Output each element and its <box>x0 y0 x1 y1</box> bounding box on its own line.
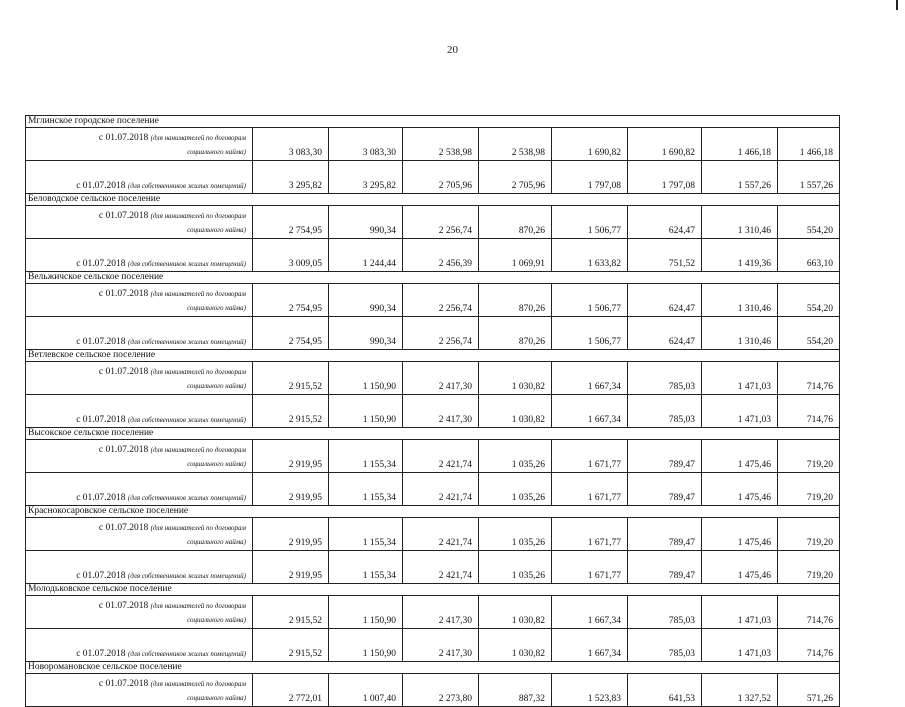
tariff-value: 554,20 <box>778 206 840 239</box>
tariff-row <box>26 239 840 272</box>
tariff-value: 1 475,46 <box>702 473 778 506</box>
consumer-note-continued: социального найма) <box>187 304 246 312</box>
label-line-1 <box>28 367 246 378</box>
label-line-1 <box>28 601 246 612</box>
settlement-row <box>26 116 840 128</box>
label-line-2 <box>28 693 246 704</box>
tariff-value: 1 310,46 <box>702 317 778 350</box>
effective-date: с 01.07.2018 <box>76 337 126 347</box>
tariff-value: 714,76 <box>778 395 840 428</box>
tariff-value: 624,47 <box>628 206 702 239</box>
tariff-value: 2 256,74 <box>403 284 479 317</box>
tariff-row <box>26 440 840 473</box>
tariff-value: 789,47 <box>628 518 702 551</box>
tariff-value: 2 421,74 <box>403 440 479 473</box>
tariff-value: 2 417,30 <box>403 395 479 428</box>
tariff-value: 2 421,74 <box>403 473 479 506</box>
tariff-table <box>25 115 840 707</box>
effective-date: с 01.07.2018 <box>76 181 126 191</box>
consumer-note: (для нанимателей по договорам <box>150 368 246 376</box>
tariff-label <box>26 551 253 584</box>
settlement-row <box>26 506 840 518</box>
tariff-label <box>26 473 253 506</box>
consumer-note: (для собственников жилых помещений) <box>127 650 246 658</box>
tariff-value: 2 915,52 <box>253 395 329 428</box>
settlement-row <box>26 350 840 362</box>
settlement-name: Краснокосаровское сельское поселение <box>26 506 840 518</box>
tariff-value: 1 035,26 <box>479 518 552 551</box>
tariff-value: 870,26 <box>479 317 552 350</box>
effective-date: с 01.07.2018 <box>98 367 149 377</box>
tariff-value: 714,76 <box>778 629 840 662</box>
tariff-value: 1 150,90 <box>329 596 403 629</box>
tariff-value: 990,34 <box>329 317 403 350</box>
consumer-note: (для собственников жилых помещений) <box>127 572 246 580</box>
tariff-value: 1 069,91 <box>479 239 552 272</box>
tariff-row <box>26 317 840 350</box>
settlement-name: Новоромановское сельское поселение <box>26 662 840 674</box>
tariff-row <box>26 362 840 395</box>
tariff-value: 990,34 <box>329 284 403 317</box>
label-line-1 <box>28 133 246 144</box>
tariff-row <box>26 206 840 239</box>
effective-date: с 01.07.2018 <box>76 493 126 503</box>
tariff-value: 2 273,80 <box>403 674 479 707</box>
tariff-value: 1 667,34 <box>552 395 628 428</box>
consumer-note-continued: социального найма) <box>187 148 246 156</box>
tariff-value: 1 471,03 <box>702 395 778 428</box>
consumer-note: (для нанимателей по договорам <box>150 446 246 454</box>
tariff-label <box>26 206 253 239</box>
consumer-note: (для нанимателей по договорам <box>150 680 246 688</box>
tariff-value: 2 421,74 <box>403 551 479 584</box>
tariff-value: 1 475,46 <box>702 551 778 584</box>
tariff-row <box>26 128 840 161</box>
effective-date: с 01.07.2018 <box>98 679 149 689</box>
tariff-value: 714,76 <box>778 596 840 629</box>
effective-date: с 01.07.2018 <box>76 259 126 269</box>
settlement-name: Высокское сельское поселение <box>26 428 840 440</box>
effective-date: с 01.07.2018 <box>76 571 126 581</box>
tariff-row <box>26 395 840 428</box>
tariff-value: 1 471,03 <box>702 629 778 662</box>
tariff-value: 870,26 <box>479 206 552 239</box>
tariff-label <box>26 128 253 161</box>
tariff-value: 2 754,95 <box>253 284 329 317</box>
tariff-value: 571,26 <box>778 674 840 707</box>
tariff-value: 1 671,77 <box>552 518 628 551</box>
tariff-value: 785,03 <box>628 362 702 395</box>
tariff-value: 1 475,46 <box>702 440 778 473</box>
tariff-value: 1 310,46 <box>702 284 778 317</box>
tariff-value: 1 035,26 <box>479 473 552 506</box>
tariff-label <box>26 596 253 629</box>
tariff-value: 624,47 <box>628 284 702 317</box>
tariff-value: 1 244,44 <box>329 239 403 272</box>
consumer-note-continued: социального найма) <box>187 616 246 624</box>
tariff-value: 2 417,30 <box>403 596 479 629</box>
tariff-value: 2 538,98 <box>403 128 479 161</box>
label-line-1 <box>28 679 246 690</box>
tariff-value: 1 030,82 <box>479 596 552 629</box>
tariff-value: 1 155,34 <box>329 518 403 551</box>
consumer-note: (для нанимателей по договорам <box>150 212 246 220</box>
settlement-row <box>26 662 840 674</box>
settlement-row <box>26 272 840 284</box>
consumer-note-continued: социального найма) <box>187 460 246 468</box>
tariff-value: 554,20 <box>778 317 840 350</box>
effective-date: с 01.07.2018 <box>98 211 149 221</box>
settlement-name: Вельжичское сельское поселение <box>26 272 840 284</box>
tariff-value: 2 538,98 <box>479 128 552 161</box>
tariff-value: 2 417,30 <box>403 629 479 662</box>
effective-date: с 01.07.2018 <box>98 601 149 611</box>
tariff-value: 785,03 <box>628 629 702 662</box>
settlement-name: Мглинское городское поселение <box>26 116 840 128</box>
tariff-label <box>26 239 253 272</box>
tariff-label <box>26 395 253 428</box>
tariff-value: 1 471,03 <box>702 596 778 629</box>
label-line-2 <box>28 381 246 392</box>
effective-date: с 01.07.2018 <box>98 289 149 299</box>
tariff-value: 1 667,34 <box>552 629 628 662</box>
tariff-value: 3 083,30 <box>253 128 329 161</box>
tariff-value: 641,53 <box>628 674 702 707</box>
consumer-note: (для собственников жилых помещений) <box>127 416 246 424</box>
consumer-note: (для нанимателей по договорам <box>150 524 246 532</box>
tariff-value: 789,47 <box>628 440 702 473</box>
tariff-value: 719,20 <box>778 440 840 473</box>
settlement-row <box>26 584 840 596</box>
scan-edge-mark <box>896 0 898 10</box>
tariff-value: 3 083,30 <box>329 128 403 161</box>
tariff-label <box>26 629 253 662</box>
tariff-value: 2 705,96 <box>403 161 479 194</box>
tariff-value: 1 797,08 <box>628 161 702 194</box>
tariff-value: 1 506,77 <box>552 317 628 350</box>
tariff-value: 1 030,82 <box>479 395 552 428</box>
tariff-label <box>26 674 253 707</box>
tariff-value: 554,20 <box>778 284 840 317</box>
tariff-value: 719,20 <box>778 518 840 551</box>
tariff-value: 663,10 <box>778 239 840 272</box>
tariff-value: 3 295,82 <box>329 161 403 194</box>
tariff-value: 1 797,08 <box>552 161 628 194</box>
tariff-value: 1 633,82 <box>552 239 628 272</box>
tariff-label <box>26 440 253 473</box>
effective-date: с 01.07.2018 <box>76 415 126 425</box>
effective-date: с 01.07.2018 <box>98 523 149 533</box>
consumer-note: (для собственников жилых помещений) <box>127 494 246 502</box>
consumer-note: (для нанимателей по договорам <box>150 290 246 298</box>
tariff-row <box>26 284 840 317</box>
tariff-value: 785,03 <box>628 596 702 629</box>
tariff-value: 1 150,90 <box>329 395 403 428</box>
tariff-row <box>26 518 840 551</box>
consumer-note-continued: социального найма) <box>187 382 246 390</box>
tariff-value: 1 155,34 <box>329 473 403 506</box>
tariff-value: 1 471,03 <box>702 362 778 395</box>
settlement-row <box>26 428 840 440</box>
tariff-value: 1 030,82 <box>479 362 552 395</box>
tariff-value: 2 417,30 <box>403 362 479 395</box>
tariff-value: 785,03 <box>628 395 702 428</box>
label-line-2 <box>28 537 246 548</box>
tariff-value: 1 007,40 <box>329 674 403 707</box>
tariff-value: 2 256,74 <box>403 317 479 350</box>
tariff-label <box>26 317 253 350</box>
tariff-value: 1 419,36 <box>702 239 778 272</box>
tariff-value: 887,32 <box>479 674 552 707</box>
tariff-value: 2 705,96 <box>479 161 552 194</box>
tariff-value: 1 667,34 <box>552 362 628 395</box>
consumer-note: (для собственников жилых помещений) <box>127 260 246 268</box>
tariff-value: 1 466,18 <box>778 128 840 161</box>
tariff-value: 719,20 <box>778 473 840 506</box>
tariff-row <box>26 674 840 707</box>
tariff-value: 3 009,05 <box>253 239 329 272</box>
tariff-value: 1 690,82 <box>628 128 702 161</box>
tariff-label <box>26 518 253 551</box>
tariff-value: 719,20 <box>778 551 840 584</box>
tariff-value: 1 327,52 <box>702 674 778 707</box>
tariff-value: 1 310,46 <box>702 206 778 239</box>
consumer-note-continued: социального найма) <box>187 226 246 234</box>
tariff-value: 2 772,01 <box>253 674 329 707</box>
tariff-label <box>26 161 253 194</box>
settlement-name: Беловодское сельское поселение <box>26 194 840 206</box>
tariff-value: 2 915,52 <box>253 629 329 662</box>
tariff-value: 2 919,95 <box>253 551 329 584</box>
tariff-value: 2 919,95 <box>253 473 329 506</box>
tariff-label <box>26 284 253 317</box>
tariff-label <box>26 362 253 395</box>
tariff-value: 2 919,95 <box>253 518 329 551</box>
effective-date: с 01.07.2018 <box>76 649 126 659</box>
tariff-value: 1 506,77 <box>552 284 628 317</box>
settlement-name: Ветлевское сельское поселение <box>26 350 840 362</box>
tariff-value: 1 030,82 <box>479 629 552 662</box>
label-line-2 <box>28 459 246 470</box>
label-line-1 <box>28 211 246 222</box>
tariff-value: 1 523,83 <box>552 674 628 707</box>
tariff-value: 1 155,34 <box>329 551 403 584</box>
tariff-row <box>26 629 840 662</box>
label-line-1 <box>28 289 246 300</box>
label-line-1 <box>28 523 246 534</box>
tariff-value: 2 421,74 <box>403 518 479 551</box>
tariff-value: 714,76 <box>778 362 840 395</box>
tariff-row <box>26 596 840 629</box>
label-line-2 <box>28 303 246 314</box>
tariff-value: 751,52 <box>628 239 702 272</box>
tariff-value: 2 915,52 <box>253 362 329 395</box>
tariff-value: 2 256,74 <box>403 206 479 239</box>
tariff-value: 1 557,26 <box>778 161 840 194</box>
tariff-value: 870,26 <box>479 284 552 317</box>
tariff-value: 1 150,90 <box>329 629 403 662</box>
tariff-value: 789,47 <box>628 473 702 506</box>
tariff-value: 1 150,90 <box>329 362 403 395</box>
tariff-value: 990,34 <box>329 206 403 239</box>
consumer-note-continued: социального найма) <box>187 694 246 702</box>
tariff-value: 624,47 <box>628 317 702 350</box>
effective-date: с 01.07.2018 <box>98 445 149 455</box>
tariff-value: 1 475,46 <box>702 518 778 551</box>
tariff-value: 1 035,26 <box>479 551 552 584</box>
tariff-value: 1 466,18 <box>702 128 778 161</box>
tariff-value: 1 671,77 <box>552 440 628 473</box>
tariff-value: 1 506,77 <box>552 206 628 239</box>
tariff-value: 1 690,82 <box>552 128 628 161</box>
consumer-note: (для собственников жилых помещений) <box>127 338 246 346</box>
consumer-note-continued: социального найма) <box>187 538 246 546</box>
tariff-row <box>26 473 840 506</box>
settlement-row <box>26 194 840 206</box>
tariff-row <box>26 551 840 584</box>
label-line-2 <box>28 147 246 158</box>
label-line-2 <box>28 615 246 626</box>
consumer-note: (для нанимателей по договорам <box>150 134 246 142</box>
tariff-value: 2 754,95 <box>253 317 329 350</box>
label-line-1 <box>28 445 246 456</box>
effective-date: с 01.07.2018 <box>98 133 149 143</box>
tariff-value: 2 456,39 <box>403 239 479 272</box>
tariff-row <box>26 161 840 194</box>
tariff-value: 789,47 <box>628 551 702 584</box>
consumer-note: (для нанимателей по договорам <box>150 602 246 610</box>
tariff-value: 1 035,26 <box>479 440 552 473</box>
settlement-name: Молодьковское сельское поселение <box>26 584 840 596</box>
label-line-2 <box>28 225 246 236</box>
tariff-value: 2 754,95 <box>253 206 329 239</box>
tariff-value: 1 667,34 <box>552 596 628 629</box>
consumer-note: (для собственников жилых помещений) <box>127 182 246 190</box>
tariff-value: 1 671,77 <box>552 551 628 584</box>
tariff-value: 1 155,34 <box>329 440 403 473</box>
tariff-value: 2 915,52 <box>253 596 329 629</box>
tariff-value: 2 919,95 <box>253 440 329 473</box>
tariff-value: 3 295,82 <box>253 161 329 194</box>
tariff-table-body <box>26 116 840 707</box>
tariff-value: 1 557,26 <box>702 161 778 194</box>
page-number: 20 <box>447 44 458 56</box>
tariff-value: 1 671,77 <box>552 473 628 506</box>
